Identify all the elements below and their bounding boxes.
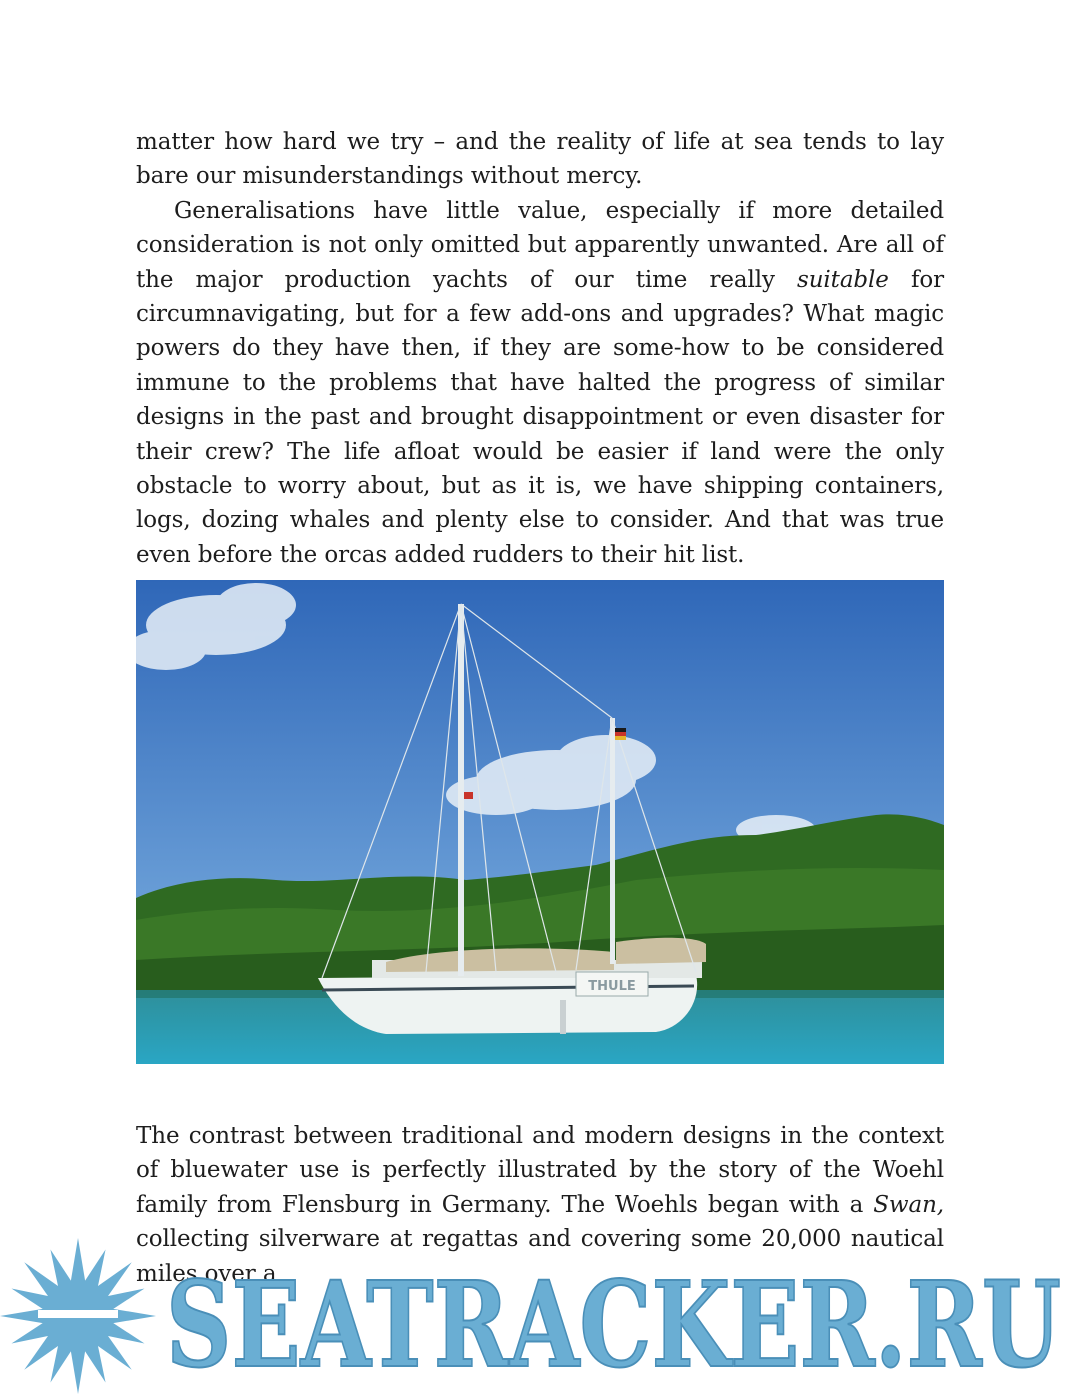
sun-logo-icon [0, 1236, 185, 1397]
flag-main [464, 792, 473, 799]
paragraph-continuation: matter how hard we try – and the reality of life at sea tends to lay bare our misunderstandings without mercy. [136, 129, 944, 190]
boat-name: THULE [588, 979, 636, 994]
italic-swan: Swan, [873, 1191, 944, 1218]
watermark [0, 1236, 1080, 1397]
yacht-photo [136, 580, 944, 1064]
main-mast [458, 604, 464, 976]
body-text-top [136, 125, 944, 572]
watermark-text: SEATRACKER.RU [166, 1255, 1061, 1394]
mizzen-mast [610, 718, 615, 964]
paragraph-generalisations: Generalisations have little value, especially if more detailed consideration is not only omitted but apparently unwanted. Are all of the major production yachts of our time really suitable for circumnavigating, but for a few add-ons and upgrades? What magic powers do they have then, if they are some-how to be considered immune to the problems that have halted the progress of similar designs in the past and brought disappointment or even disaster for their crew? The life afloat would be easier if land were the only obstacle to worry about, but as it is, we have shipping containers, logs, dozing whales and plenty else to consider. And that was true even before the orcas added rudders to their hit list. [136, 197, 945, 568]
italic-suitable: suitable [797, 266, 889, 293]
flag-mizzen [615, 728, 626, 732]
paragraph-woehl: The contrast between traditional and modern designs in the context of bluewater use is perfectly illustrated by the story of the Woehl family from Flensburg in Germany. The Woehls began with a Swan, collecting silverware at regattas and covering some 20,000 nautical miles over a [136, 1123, 944, 1287]
